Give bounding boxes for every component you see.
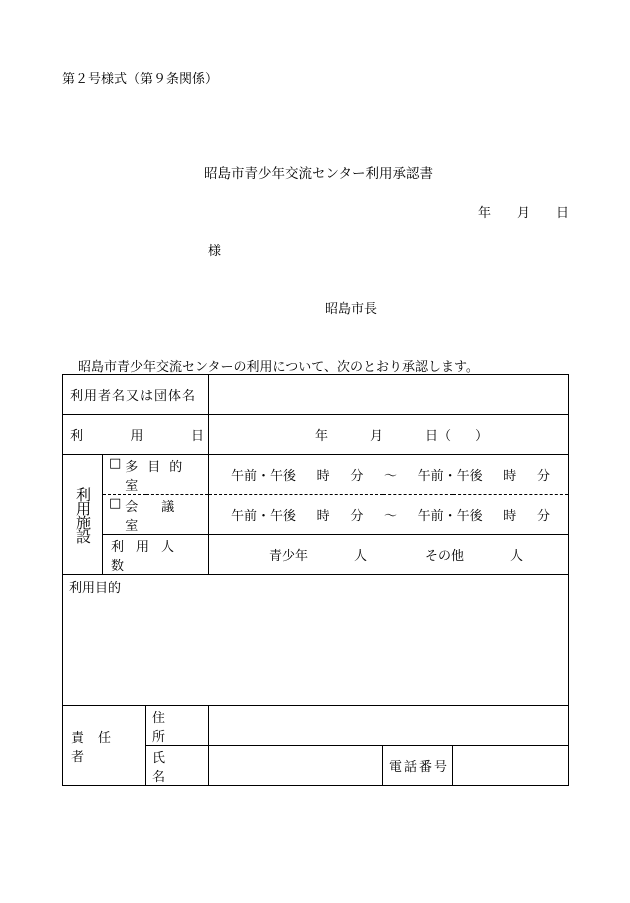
phone-value[interactable] bbox=[453, 746, 569, 786]
use-month-unit: 月 bbox=[370, 429, 384, 444]
date-day: 日 bbox=[556, 206, 570, 221]
user-count-values[interactable] bbox=[209, 535, 569, 575]
facility-row-meeting bbox=[63, 495, 569, 535]
user-count-row bbox=[63, 535, 569, 575]
meeting-room-option[interactable] bbox=[103, 495, 209, 535]
multipurpose-label: 多目的室 bbox=[125, 459, 192, 494]
purpose-row bbox=[63, 575, 569, 706]
addressee-suffix: 様 bbox=[208, 244, 222, 259]
name-value[interactable] bbox=[209, 746, 383, 786]
intro-text: 昭島市青少年交流センターの利用について、次のとおり承認します。 bbox=[78, 360, 479, 375]
use-year-unit: 年 bbox=[315, 429, 329, 444]
meeting-checkbox[interactable]: □ bbox=[109, 495, 122, 511]
multipurpose-checkbox[interactable]: □ bbox=[109, 455, 122, 471]
multipurpose-room-option[interactable] bbox=[103, 455, 209, 495]
name-label: 氏名 bbox=[146, 746, 209, 786]
weekday-paren-open: （ bbox=[438, 429, 452, 444]
responsible-label: 責任者 bbox=[63, 706, 146, 786]
meeting-label: 会議室 bbox=[125, 499, 198, 534]
use-date-value[interactable] bbox=[209, 415, 569, 455]
meeting-time-range[interactable]: 午前・午後 時 分 ～ 午前・午後 時 分 bbox=[209, 495, 569, 535]
user-name-row bbox=[63, 375, 569, 415]
address-value[interactable] bbox=[209, 706, 569, 746]
user-name-value[interactable] bbox=[209, 375, 569, 415]
address-label: 住所 bbox=[146, 706, 209, 746]
user-name-label: 利用者名又は団体名 bbox=[63, 375, 209, 415]
facility-row-multipurpose bbox=[63, 455, 569, 495]
date-month: 月 bbox=[517, 206, 531, 221]
address-row bbox=[63, 706, 569, 746]
youth-unit: 人 bbox=[354, 549, 368, 564]
use-date-row bbox=[63, 415, 569, 455]
use-date-label: 利 用 日 bbox=[63, 415, 209, 455]
date-year: 年 bbox=[478, 206, 492, 221]
multipurpose-time-range[interactable]: 午前・午後 時 分 ～ 午前・午後 時 分 bbox=[209, 455, 569, 495]
other-label: その他 bbox=[425, 549, 465, 564]
phone-label: 電話番号 bbox=[383, 746, 453, 786]
youth-label: 青少年 bbox=[269, 549, 309, 564]
user-count-label: 利用人数 bbox=[103, 535, 209, 575]
use-day-unit: 日 bbox=[425, 429, 439, 444]
form-number: 第２号様式（第９条関係） bbox=[62, 72, 219, 87]
purpose-field[interactable] bbox=[63, 575, 569, 706]
approval-form-table bbox=[62, 374, 569, 786]
weekday-paren-close: ） bbox=[475, 429, 489, 444]
purpose-label: 利用目的 bbox=[69, 581, 122, 596]
facility-label: 利用施設 bbox=[63, 455, 103, 575]
issuer: 昭島市長 bbox=[325, 302, 378, 317]
document-title: 昭島市青少年交流センター利用承認書 bbox=[204, 166, 433, 182]
other-unit: 人 bbox=[510, 549, 524, 564]
